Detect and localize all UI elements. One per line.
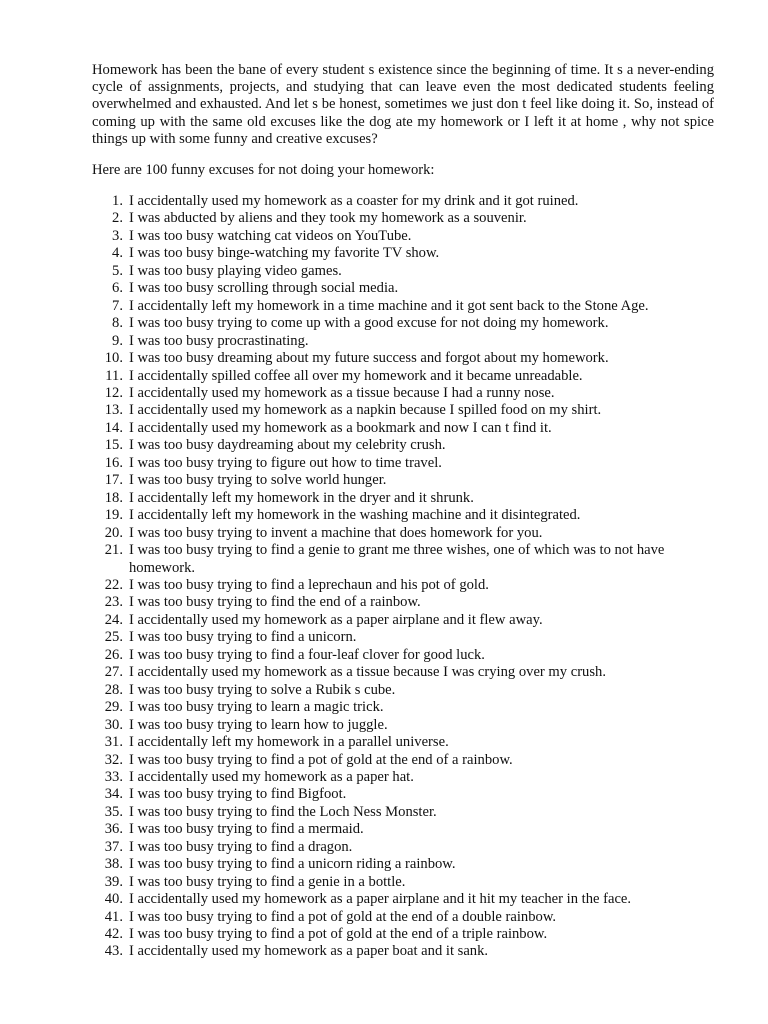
list-item [92,245,712,262]
list-item-number: 31. [104,734,123,751]
list-item-text: I was too busy binge-watching my favorite TV show. [129,245,440,262]
list-item-text: I was too busy procrastinating. [129,332,309,349]
list-item-text: I was too busy trying to find a unicorn riding a rainbow. [129,856,456,873]
list-item-number: 28. [104,681,123,698]
list-item [92,699,712,716]
list-item-text: I accidentally used my homework as a paper airplane and it hit my teacher in the face. [129,891,632,908]
list-item-text: I was too busy trying to find a dragon. [129,838,353,855]
list-item [92,210,712,227]
list-item-text: I accidentally used my homework as a bookmark and now I can t find it. [129,419,552,436]
list-item-number: 15. [104,437,123,454]
list-item-number: 14. [104,419,123,436]
list-item [92,856,712,873]
list-item [92,350,712,367]
list-item-text: I was too busy trying to find a mermaid. [129,821,364,838]
list-item-text: I was too busy watching cat videos on YouTube. [129,227,412,244]
list-item [92,542,712,577]
list-item-text: I was too busy trying to find a four-leaf clover for good luck. [129,646,485,663]
list-item [92,385,712,402]
list-item-number: 41. [104,908,123,925]
list-item-text: I was too busy trying to find Bigfoot. [129,786,347,803]
list-item [92,402,712,419]
list-item-text: I was too busy dreaming about my future success and forgot about my homework. [129,350,609,367]
list-item [92,786,712,803]
list-item-number: 17. [104,472,123,489]
list-item-text: I was abducted by aliens and they took my homework as a souvenir. [129,210,527,227]
list-item-number: 34. [104,786,123,803]
list-item [92,228,712,245]
list-item [92,612,712,629]
list-item [92,891,712,908]
list-item [92,193,712,210]
list-item-text: I accidentally used my homework as a napkin because I spilled food on my shirt. [129,402,602,419]
list-item [92,525,712,542]
list-item-text: I was too busy trying to find a pot of gold at the end of a triple rainbow. [129,926,548,943]
list-item-text: I was too busy daydreaming about my celebrity crush. [129,437,446,454]
list-item-text: I accidentally used my homework as a paper boat and it sank. [129,943,489,960]
list-item-text: I was too busy playing video games. [129,262,342,279]
list-item-number: 7. [112,297,123,314]
list-item-text: I accidentally left my homework in a parallel universe. [129,734,449,751]
list-item-text: I accidentally used my homework as a tissue because I had a runny nose. [129,384,555,401]
list-item [92,734,712,751]
list-item [92,752,712,769]
list-item-text: I was too busy trying to find a genie to grant me three wishes, one of which was to not have homework. [129,542,665,576]
list-item-text: I accidentally left my homework in the washing machine and it disintegrated. [129,507,581,524]
list-item-number: 36. [104,821,123,838]
list-item-number: 43. [104,943,123,960]
list-item [92,769,712,786]
list-item-text: I was too busy trying to solve world hunger. [129,472,387,489]
list-item-text: I was too busy trying to find the Loch Ness Monster. [129,803,437,820]
list-item-text: I accidentally used my homework as a paper airplane and it flew away. [129,611,543,628]
list-item-text: I was too busy trying to find a genie in a bottle. [129,873,406,890]
list-item [92,298,712,315]
list-item [92,490,712,507]
list-item [92,455,712,472]
list-item [92,437,712,454]
list-item-number: 9. [112,332,123,349]
list-item-text: I was too busy scrolling through social media. [129,280,399,297]
list-item-number: 35. [104,803,123,820]
list-item-number: 37. [104,838,123,855]
list-item-text: I was too busy trying to find a leprechaun and his pot of gold. [129,576,489,593]
list-item [92,874,712,891]
list-item [92,472,712,489]
list-item-text: I accidentally used my homework as a paper hat. [129,768,414,785]
list-item [92,839,712,856]
list-item-number: 42. [104,926,123,943]
list-item-text: I accidentally left my homework in a time machine and it got sent back to the Stone Age. [129,297,649,314]
list-item [92,420,712,437]
list-item-text: I was too busy trying to solve a Rubik s cube. [129,681,396,698]
list-item-number: 38. [104,856,123,873]
list-item-number: 13. [104,402,123,419]
list-item [92,577,712,594]
list-item-number: 2. [112,210,123,227]
list-item-text: I was too busy trying to figure out how to time travel. [129,454,442,471]
list-item-number: 8. [112,315,123,332]
intro-paragraph: Homework has been the bane of every student s existence since the beginning of time. It s a never-ending cycle of assignments, projects, and studying that can leave even the most dedicated students feeling overwhelmed and exhausted. And let s be honest, sometimes we just don t feel like doing it. So, instead of coming up with the same old excuses like the dog ate my homework or I left it at home , why not spice things up with some funny and creative excuses? [92,62,714,147]
list-item-number: 1. [112,193,123,209]
list-item [92,717,712,734]
list-item [92,629,712,646]
list-item-text: I was too busy trying to invent a machine that does homework for you. [129,524,543,541]
list-item [92,682,712,699]
list-item [92,315,712,332]
list-item [92,943,712,960]
list-item-number: 24. [104,611,123,628]
list-item-text: I was too busy trying to find a unicorn. [129,629,357,646]
list-item-number: 23. [104,594,123,611]
list-item-number: 21. [104,542,123,559]
list-item-number: 6. [112,280,123,297]
list-item [92,263,712,280]
list-item-number: 26. [104,646,123,663]
list-item-number: 10. [104,350,123,367]
list-item-number: 40. [104,891,123,908]
list-item-number: 32. [104,751,123,768]
list-item-number: 39. [104,873,123,890]
list-item [92,804,712,821]
list-item-number: 25. [104,629,123,646]
list-item-text: I was too busy trying to learn how to juggle. [129,716,388,733]
list-item-text: I was too busy trying to come up with a good excuse for not doing my homework. [129,315,609,332]
list-item-text: I accidentally used my homework as a tissue because I was crying over my crush. [129,664,606,681]
list-item [92,333,712,350]
list-item-text: I was too busy trying to find the end of a rainbow. [129,594,421,611]
list-item-number: 33. [104,768,123,785]
list-item-number: 12. [104,384,123,401]
list-item-number: 29. [104,699,123,716]
list-item-text: I was too busy trying to find a pot of gold at the end of a rainbow. [129,751,513,768]
list-item-text: I was too busy trying to find a pot of gold at the end of a double rainbow. [129,908,557,925]
list-item [92,821,712,838]
list-item [92,594,712,611]
list-item-text: I accidentally used my homework as a coaster for my drink and it got ruined. [129,193,579,209]
list-item-number: 4. [112,245,123,262]
list-item [92,280,712,297]
list-item [92,368,712,385]
list-item-number: 11. [105,367,123,384]
excuse-list [92,193,712,961]
list-item [92,909,712,926]
list-item-number: 3. [112,227,123,244]
list-item-text: I accidentally left my homework in the dryer and it shrunk. [129,489,474,506]
list-item-number: 18. [104,489,123,506]
list-item-number: 20. [104,524,123,541]
list-item [92,664,712,681]
list-item-number: 30. [104,716,123,733]
list-item-number: 19. [104,507,123,524]
list-item-number: 16. [104,454,123,471]
list-item-number: 5. [112,262,123,279]
list-item-number: 22. [104,576,123,593]
list-item-text: I accidentally spilled coffee all over my homework and it became unreadable. [129,367,583,384]
list-item-text: I was too busy trying to learn a magic trick. [129,699,384,716]
list-item [92,647,712,664]
list-item-number: 27. [104,664,123,681]
list-item [92,507,712,524]
list-lead-sentence: Here are 100 funny excuses for not doing your homework: [92,162,435,178]
list-item [92,926,712,943]
